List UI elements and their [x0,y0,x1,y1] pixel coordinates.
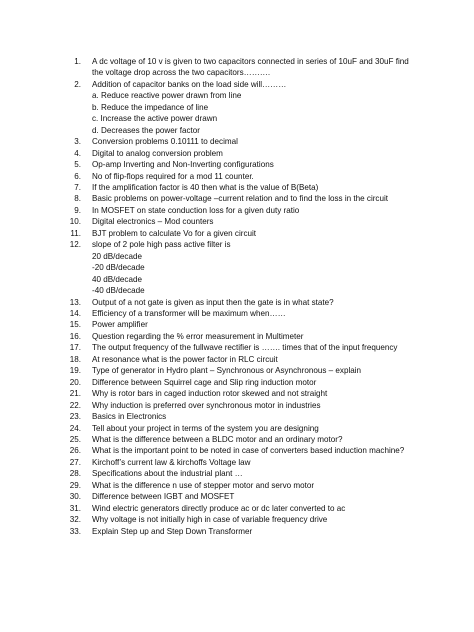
question-number: 5. [74,160,81,170]
question-text: Specifications about the industrial plant … [92,469,243,479]
question-number: 24. [69,423,81,433]
question-text: Output of a not gate is given as input then the gate is in what state? [92,297,334,307]
list-item [0,480,474,491]
list-item [0,365,474,376]
list-item [0,331,474,342]
question-number: 2. [74,79,81,89]
question-row [0,171,474,182]
question-number: 3. [74,137,81,147]
question-number: 14. [69,308,81,318]
question-number: 20. [69,377,81,387]
question-text: Digital to analog conversion problem [92,148,223,158]
list-item [0,308,474,319]
question-row [0,159,474,170]
list-item [0,377,474,388]
question-row [0,342,474,353]
question-number: 30. [69,492,81,502]
answer-option: a. Reduce reactive power drawn from line [92,91,242,101]
question-text: Explain Step up and Step Down Transformer [92,526,253,536]
question-row [0,319,474,330]
question-number: 25. [69,434,81,444]
question-row [0,526,474,537]
list-item [0,148,474,159]
question-row [0,480,474,491]
question-number: 6. [74,171,81,181]
question-row [0,239,474,250]
question-row [0,228,474,239]
question-text: A dc voltage of 10 v is given to two capacitors connected in series of 10uF and 30uF find the voltage drop across the two capacitors………. [92,57,409,78]
list-item [0,342,474,353]
question-number: 17. [69,343,81,353]
question-number: 11. [70,228,81,238]
list-item [0,193,474,204]
question-text: If the amplification factor is 40 then what is the value of B(Beta) [92,182,319,192]
question-number: 13. [69,297,81,307]
question-row [0,136,474,147]
question-row [0,445,474,456]
question-text: Power amplifier [92,320,148,330]
question-text: Wind electric generators directly produce ac or dc later converted to ac [92,503,346,513]
question-text: Why induction is preferred over synchronous motor in industries [92,400,321,410]
question-text: Basics in Electronics [92,412,167,422]
list-item [0,228,474,239]
list-item [0,434,474,445]
list-item [0,423,474,434]
question-text: slope of 2 pole high pass active filter is [92,240,231,250]
question-number: 7. [74,182,81,192]
list-item [0,445,474,456]
question-row [0,423,474,434]
question-text: What is the difference n use of stepper motor and servo motor [92,480,315,490]
question-row [0,297,474,308]
list-item [0,182,474,193]
list-item [0,239,474,296]
question-row [0,377,474,388]
list-item [0,514,474,525]
question-row [0,331,474,342]
list-item [0,79,474,136]
question-number: 19. [69,366,81,376]
list-item [0,411,474,422]
question-text: The output frequency of the fullwave rectifier is ……. times that of the input frequency [92,343,398,353]
question-number: 15. [69,320,81,330]
question-row [0,182,474,193]
question-number: 26. [69,446,81,456]
question-row [0,514,474,525]
question-number: 28. [69,469,81,479]
list-item [0,468,474,479]
question-row [0,503,474,514]
question-text: No of flip-flops required for a mod 11 counter. [92,171,254,181]
question-text: What is the important point to be noted in case of converters based induction machine? [92,446,405,456]
answer-option: c. Increase the active power drawn [92,114,218,124]
question-number: 1. [74,57,81,66]
question-number: 18. [69,354,81,364]
question-row [0,388,474,399]
question-text: What is the difference between a BLDC motor and an ordinary motor? [92,434,343,444]
answer-option: -40 dB/decade [92,286,145,296]
question-number: 16. [69,331,81,341]
question-row [0,434,474,445]
question-number: 33. [69,526,81,536]
question-text: Why voltage is not initially high in case of variable frequency drive [92,515,328,525]
question-text: Basic problems on power-voltage –current relation and to find the loss in the circuit [92,194,389,204]
question-text: Difference between Squirrel cage and Slip ring induction motor [92,377,317,387]
question-row [0,365,474,376]
question-number: 8. [74,194,81,204]
question-number: 21. [69,389,81,399]
list-item [0,297,474,308]
question-text: Conversion problems 0.10111 to decimal [92,137,238,147]
question-text: Type of generator in Hydro plant – Synchronous or Asynchronous – explain [92,366,362,376]
question-text: Question regarding the % error measurement in Multimeter [92,331,304,341]
answer-option: -20 dB/decade [92,263,145,273]
question-text: Difference between IGBT and MOSFET [92,492,235,502]
list-item [0,457,474,468]
list-item [0,216,474,227]
question-row [0,457,474,468]
list-item [0,388,474,399]
list-item [0,354,474,365]
question-row [0,308,474,319]
question-text: Kirchoff’s current law & kirchoffs Voltage law [92,457,251,467]
question-text: BJT problem to calculate Vo for a given circuit [92,228,257,238]
list-item [0,503,474,514]
answer-option: d. Decreases the power factor [92,125,200,135]
answer-option: 20 dB/decade [92,251,142,261]
list-item [0,159,474,170]
question-text: Addition of capacitor banks on the load side will……… [92,79,287,89]
question-row [0,216,474,227]
list-item [0,526,474,537]
question-text: At resonance what is the power factor in RLC circuit [92,354,278,364]
question-row [0,400,474,411]
question-number: 4. [74,148,81,158]
question-number: 29. [69,480,81,490]
list-item [0,56,474,79]
list-item [0,491,474,502]
question-row [0,205,474,216]
question-number: 12. [69,240,81,250]
question-number: 27. [69,457,81,467]
question-number: 22. [69,400,81,410]
question-number: 9. [74,205,81,215]
question-row [0,79,474,90]
question-number: 10. [69,217,81,227]
question-text: In MOSFET on state conduction loss for a given duty ratio [92,205,300,215]
question-row [0,468,474,479]
list-item [0,136,474,147]
list-item [0,205,474,216]
answer-option: b. Reduce the impedance of line [92,102,209,112]
list-item [0,400,474,411]
question-number: 31. [69,503,81,513]
question-number: 23. [69,412,81,422]
question-number: 32. [69,515,81,525]
question-text: Op-amp Inverting and Non-Inverting configurations [92,160,274,170]
question-text: Why is rotor bars in caged induction rotor skewed and not straight [92,389,328,399]
question-row [0,193,474,204]
question-text: Digital electronics – Mod counters [92,217,214,227]
question-row [0,491,474,502]
question-text: Tell about your project in terms of the system you are designing [92,423,319,433]
question-row [0,148,474,159]
question-list [0,56,474,537]
question-row [0,354,474,365]
list-item [0,319,474,330]
question-row [0,411,474,422]
list-item [0,171,474,182]
answer-option: 40 dB/decade [92,274,142,284]
question-row [0,56,474,79]
question-text: Efficiency of a transformer will be maximum when…… [92,308,286,318]
